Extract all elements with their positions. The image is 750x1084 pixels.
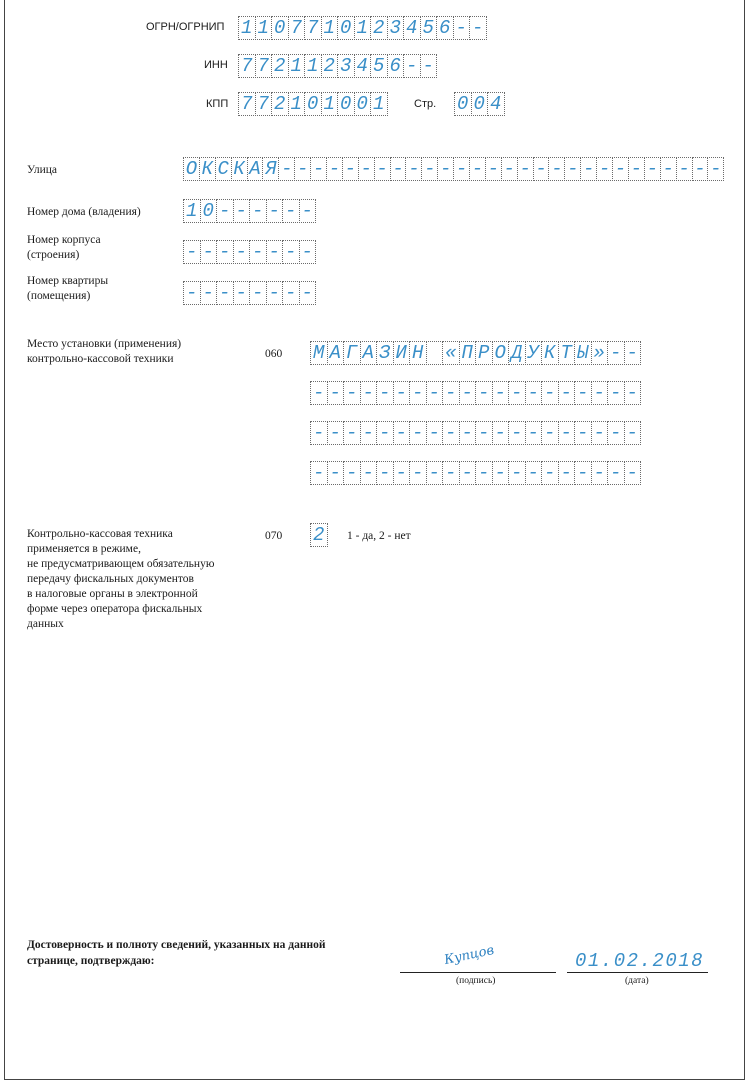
ogrn-field[interactable] — [238, 16, 486, 40]
form-cell: - — [216, 281, 234, 305]
form-cell: - — [607, 421, 625, 445]
form-cell: К — [199, 157, 216, 181]
form-cell: - — [525, 421, 543, 445]
form-cell: - — [403, 54, 421, 78]
mode-label-line: Контрольно-кассовая техника — [27, 528, 173, 540]
form-cell: - — [707, 157, 724, 181]
form-cell: - — [294, 157, 311, 181]
form-cell: - — [299, 199, 317, 223]
form-cell: М — [310, 341, 328, 365]
form-cell: - — [299, 240, 317, 264]
apartment-label-line1: Номер квартиры — [27, 275, 109, 287]
form-cell: - — [607, 381, 625, 405]
form-cell: - — [541, 381, 559, 405]
form-cell: - — [628, 157, 645, 181]
form-cell: О — [183, 157, 200, 181]
form-cell: И — [393, 341, 411, 365]
form-cell: - — [310, 381, 328, 405]
inn-field[interactable] — [238, 54, 436, 78]
form-cell: - — [533, 157, 550, 181]
form-cell: 0 — [454, 92, 472, 116]
form-cell: - — [342, 157, 359, 181]
form-cell: - — [343, 421, 361, 445]
form-cell: 5 — [420, 16, 438, 40]
form-cell: 2 — [321, 54, 339, 78]
form-cell: - — [501, 157, 518, 181]
mode-label-line: не предусматривающем обязательную — [27, 558, 215, 570]
form-cell: - — [249, 240, 267, 264]
form-cell: - — [558, 461, 576, 485]
form-cell: 1 — [255, 16, 273, 40]
mode-label — [27, 527, 257, 632]
form-cell: Н — [409, 341, 427, 365]
form-cell: 6 — [436, 16, 454, 40]
form-cell: - — [453, 157, 470, 181]
form-cell: 7 — [255, 54, 273, 78]
form-cell: 4 — [487, 92, 505, 116]
form-cell: - — [405, 157, 422, 181]
mode-label-line: передачу фискальных документов — [27, 573, 194, 585]
form-cell: С — [215, 157, 232, 181]
form-cell: - — [459, 461, 477, 485]
form-cell: А — [327, 341, 345, 365]
date-line — [567, 972, 708, 973]
form-cell: Р — [475, 341, 493, 365]
form-cell: » — [591, 341, 609, 365]
form-cell: - — [564, 157, 581, 181]
form-cell: - — [558, 421, 576, 445]
form-cell: - — [360, 461, 378, 485]
form-cell: - — [644, 157, 661, 181]
apartment-label-line2: (помещения) — [27, 290, 91, 302]
house-field[interactable] — [183, 199, 315, 223]
install-place-row-3[interactable] — [310, 421, 640, 445]
form-cell: 1 — [321, 92, 339, 116]
form-cell: - — [442, 461, 460, 485]
form-cell: - — [660, 157, 677, 181]
form-cell: - — [612, 157, 629, 181]
form-cell: - — [541, 421, 559, 445]
form-cell: - — [216, 240, 234, 264]
form-cell: - — [591, 421, 609, 445]
mode-label-line: в налоговые органы в электронной — [27, 588, 198, 600]
form-cell: 1 — [354, 16, 372, 40]
confirmation-line-2: страницe, подтверждаю: — [27, 955, 155, 967]
form-cell: - — [591, 461, 609, 485]
form-cell: - — [676, 157, 693, 181]
form-cell: - — [624, 461, 642, 485]
form-cell: 0 — [354, 92, 372, 116]
form-cell: - — [376, 421, 394, 445]
form-cell: - — [266, 199, 284, 223]
form-cell: У — [525, 341, 543, 365]
form-cell: Я — [262, 157, 279, 181]
form-cell: - — [249, 199, 267, 223]
form-cell: - — [508, 381, 526, 405]
form-cell: 1 — [288, 92, 306, 116]
building-label-line1: Номер корпуса — [27, 234, 101, 246]
form-cell: - — [607, 341, 625, 365]
form-cell: - — [426, 421, 444, 445]
form-cell: 1 — [370, 92, 388, 116]
form-cell: А — [360, 341, 378, 365]
form-cell: - — [266, 240, 284, 264]
form-cell: - — [624, 421, 642, 445]
form-cell: 0 — [271, 16, 289, 40]
form-cell: - — [459, 381, 477, 405]
form-cell: 0 — [337, 16, 355, 40]
form-cell: - — [591, 381, 609, 405]
form-cell: - — [409, 381, 427, 405]
form-cell: - — [233, 199, 251, 223]
mode-label-line: применяется в режиме, — [27, 543, 141, 555]
page-number-field[interactable] — [454, 92, 504, 116]
form-cell: - — [607, 461, 625, 485]
form-cell: 7 — [238, 54, 256, 78]
confirmation-text — [27, 937, 326, 969]
form-cell: - — [517, 157, 534, 181]
form-cell: - — [469, 16, 487, 40]
form-cell: 0 — [304, 92, 322, 116]
form-cell: - — [360, 421, 378, 445]
form-cell: Ы — [574, 341, 592, 365]
form-cell: - — [266, 281, 284, 305]
form-cell: 7 — [304, 16, 322, 40]
form-cell: 2 — [271, 54, 289, 78]
form-cell: - — [548, 157, 565, 181]
form-cell: К — [541, 341, 559, 365]
form-cell: 3 — [337, 54, 355, 78]
form-cell: 7 — [255, 92, 273, 116]
form-cell: - — [492, 381, 510, 405]
form-cell: - — [453, 16, 471, 40]
mode-hint: 1 - да, 2 - нет — [347, 530, 411, 542]
form-cell: - — [574, 421, 592, 445]
form-cell: - — [437, 157, 454, 181]
form-cell: - — [442, 421, 460, 445]
house-label: Номер дома (владения) — [27, 206, 141, 218]
date-caption: (дата) — [625, 976, 649, 986]
form-cell: - — [343, 381, 361, 405]
form-cell: - — [459, 421, 477, 445]
form-cell: 2 — [271, 92, 289, 116]
form-cell: - — [475, 461, 493, 485]
install-place-label-line2: контрольно-кассовой техники — [27, 353, 174, 365]
form-cell: - — [393, 461, 411, 485]
form-cell: Т — [558, 341, 576, 365]
form-cell: - — [374, 157, 391, 181]
form-cell: - — [492, 461, 510, 485]
signature: Купцов — [442, 942, 496, 969]
form-cell: - — [469, 157, 486, 181]
form-cell: - — [327, 421, 345, 445]
form-cell: « — [442, 341, 460, 365]
form-cell: 2 — [370, 16, 388, 40]
form-cell: - — [574, 461, 592, 485]
form-cell: О — [492, 341, 510, 365]
form-cell: З — [376, 341, 394, 365]
form-cell: 1 — [304, 54, 322, 78]
form-cell: - — [442, 381, 460, 405]
form-cell: - — [282, 240, 300, 264]
form-cell: Г — [343, 341, 361, 365]
building-field[interactable] — [183, 240, 315, 264]
install-place-row-1[interactable] — [310, 341, 640, 365]
form-cell — [426, 341, 444, 365]
street-field[interactable] — [183, 157, 723, 181]
form-cell: 0 — [200, 199, 218, 223]
install-place-code: 060 — [265, 348, 283, 360]
signature-line — [400, 972, 556, 973]
form-cell: 1 — [183, 199, 201, 223]
form-cell: 0 — [471, 92, 489, 116]
form-cell: - — [624, 341, 642, 365]
form-cell: - — [508, 421, 526, 445]
form-cell: - — [327, 461, 345, 485]
form-cell: - — [326, 157, 343, 181]
install-place-row-2[interactable] — [310, 381, 640, 405]
form-cell: - — [508, 461, 526, 485]
form-cell: 4 — [354, 54, 372, 78]
form-cell: - — [249, 281, 267, 305]
form-cell: - — [183, 240, 201, 264]
form-cell: 7 — [288, 16, 306, 40]
form-cell: - — [426, 381, 444, 405]
form-cell: - — [376, 461, 394, 485]
form-cell: - — [278, 157, 295, 181]
install-place-label-line1: Место установки (применения) — [27, 338, 182, 350]
form-cell: - — [200, 240, 218, 264]
form-cell: - — [327, 381, 345, 405]
form-cell: П — [459, 341, 477, 365]
form-cell: 5 — [370, 54, 388, 78]
form-cell: - — [475, 421, 493, 445]
form-cell: - — [183, 281, 201, 305]
form-cell: А — [247, 157, 264, 181]
form-cell: - — [409, 461, 427, 485]
form-cell: - — [360, 381, 378, 405]
form-cell: - — [624, 381, 642, 405]
form-cell: - — [343, 461, 361, 485]
form-cell: 6 — [387, 54, 405, 78]
form-cell: - — [426, 461, 444, 485]
form-cell: - — [525, 381, 543, 405]
form-cell: - — [580, 157, 597, 181]
form-cell: 7 — [238, 92, 256, 116]
mode-label-line: форме через оператора фискальных — [27, 603, 203, 615]
form-cell: - — [525, 461, 543, 485]
page-label: Стр. — [414, 98, 437, 110]
form-cell: - — [233, 281, 251, 305]
form-cell: - — [596, 157, 613, 181]
kpp-field[interactable] — [238, 92, 387, 116]
street-label: Улица — [27, 164, 57, 176]
form-cell: - — [200, 281, 218, 305]
mode-label-line: данных — [27, 618, 64, 630]
form-cell: - — [541, 461, 559, 485]
form-cell: - — [390, 157, 407, 181]
form-cell: - — [420, 54, 438, 78]
form-cell: - — [492, 421, 510, 445]
form-cell: - — [558, 381, 576, 405]
form-cell: 1 — [288, 54, 306, 78]
form-cell: Д — [508, 341, 526, 365]
form-cell: 1 — [321, 16, 339, 40]
date-value[interactable]: 01.02.2018 — [575, 950, 705, 972]
form-cell: - — [475, 381, 493, 405]
form-cell: 4 — [403, 16, 421, 40]
form-cell: - — [310, 421, 328, 445]
form-cell: - — [376, 381, 394, 405]
form-cell: - — [299, 281, 317, 305]
form-cell: - — [393, 381, 411, 405]
kpp-label: КПП — [206, 98, 229, 110]
form-cell: - — [310, 157, 327, 181]
form-cell: - — [692, 157, 709, 181]
form-cell: - — [393, 421, 411, 445]
apartment-field[interactable] — [183, 281, 315, 305]
building-label-line2: (строения) — [27, 249, 80, 261]
form-cell: К — [231, 157, 248, 181]
form-cell: - — [485, 157, 502, 181]
form-cell: 3 — [387, 16, 405, 40]
confirmation-line-1: Достоверность и полноту сведений, указанных на данной — [27, 939, 326, 951]
form-cell: - — [282, 199, 300, 223]
form-cell: - — [216, 199, 234, 223]
inn-label: ИНН — [204, 59, 228, 71]
mode-code: 070 — [265, 530, 283, 542]
form-cell: - — [233, 240, 251, 264]
form-cell: - — [358, 157, 375, 181]
ogrn-label: ОГРН/ОГРНИП — [146, 21, 225, 33]
form-cell: - — [409, 421, 427, 445]
form-cell: 1 — [238, 16, 256, 40]
form-cell: - — [310, 461, 328, 485]
form-cell: 0 — [337, 92, 355, 116]
form-cell: - — [282, 281, 300, 305]
signature-caption: (подпись) — [456, 976, 496, 986]
install-place-row-4[interactable] — [310, 461, 640, 485]
mode-value-cell[interactable]: 2 — [310, 523, 328, 547]
form-cell: - — [421, 157, 438, 181]
form-cell: - — [574, 381, 592, 405]
